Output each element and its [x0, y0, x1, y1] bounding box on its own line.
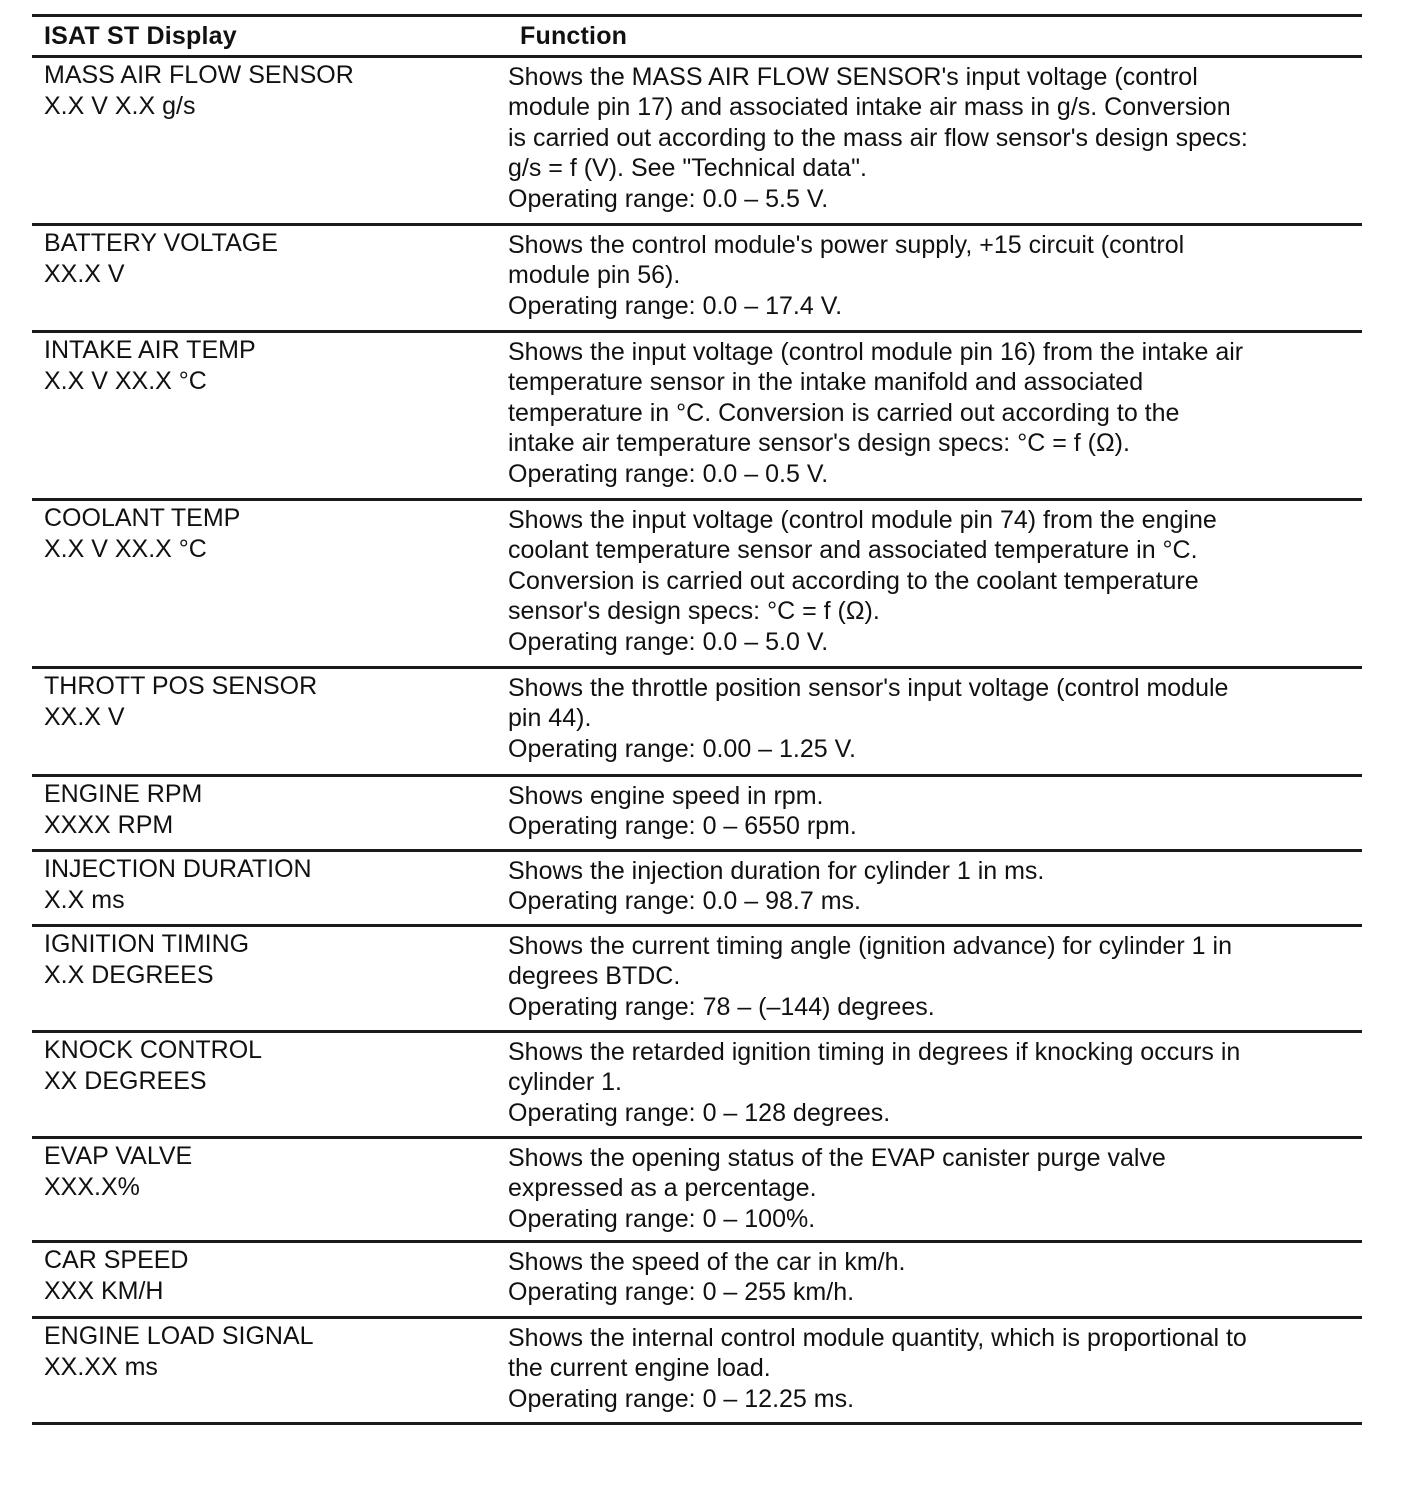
function-text-line: degrees BTDC. [508, 962, 681, 991]
function-text-line: is carried out according to the mass air flow sensor's design specs: [508, 123, 1248, 152]
function-text-line: the current engine load. [508, 1354, 771, 1383]
function-text-line: temperature in °C. Conversion is carried out according to the [508, 398, 1180, 427]
parameter-format: XX.XX ms [44, 1353, 158, 1381]
function-cell [508, 1033, 1362, 1136]
table-body [32, 58, 1362, 1425]
parameter-name: THROTT POS SENSOR [44, 672, 318, 700]
display-cell [32, 1033, 508, 1136]
parameter-format: XX.X V [44, 703, 125, 731]
table-row [32, 226, 1362, 333]
display-cell [32, 852, 508, 924]
function-text-line: Operating range: 0.00 – 1.25 V. [508, 734, 856, 763]
table-row [32, 1139, 1362, 1243]
parameter-format: XXX.X% [44, 1173, 140, 1201]
table-row [32, 1243, 1362, 1319]
display-cell [32, 777, 508, 849]
table-row [32, 1033, 1362, 1139]
function-text-line: Operating range: 0.0 – 5.0 V. [508, 627, 829, 656]
function-text-line: sensor's design specs: °C = f (Ω). [508, 597, 880, 626]
parameter-format: X.X DEGREES [44, 961, 214, 989]
function-text-line: intake air temperature sensor's design specs: °C = f (Ω). [508, 429, 1130, 458]
parameter-format: XXXX RPM [44, 811, 174, 839]
parameter-name: INTAKE AIR TEMP [44, 336, 256, 364]
function-text-line: Operating range: 78 – (–144) degrees. [508, 992, 935, 1021]
function-text-line: Operating range: 0 – 12.25 ms. [508, 1384, 855, 1413]
parameter-format: X.X ms [44, 886, 125, 914]
function-cell [508, 669, 1362, 774]
parameter-name: ENGINE RPM [44, 780, 203, 808]
function-text-line: Shows the speed of the car in km/h. [508, 1248, 906, 1276]
display-cell [32, 927, 508, 1030]
parameter-format: XX.X V [44, 260, 125, 288]
function-cell [508, 333, 1362, 498]
parameter-name: KNOCK CONTROL [44, 1036, 263, 1064]
function-text-line: Shows the injection duration for cylinder 1 in ms. [508, 857, 1045, 885]
parameter-format: X.X V X.X g/s [44, 92, 196, 120]
function-text-line: Shows the input voltage (control module pin 16) from the intake air [508, 338, 1244, 366]
function-text-line: g/s = f (V). See "Technical data". [508, 154, 867, 183]
function-text-line: Shows the input voltage (control module pin 74) from the engine [508, 506, 1217, 534]
function-text-line: Shows the control module's power supply, +15 circuit (control [508, 231, 1185, 259]
display-cell [32, 1243, 508, 1316]
table-row [32, 58, 1362, 226]
display-cell [32, 333, 508, 498]
function-text-line: Operating range: 0 – 100%. [508, 1204, 816, 1233]
function-text-line: Operating range: 0.0 – 5.5 V. [508, 184, 829, 213]
table-row [32, 777, 1362, 852]
function-text-line: Shows the MASS AIR FLOW SENSOR's input voltage (control [508, 63, 1198, 91]
table-row [32, 927, 1362, 1033]
function-text-line: Operating range: 0 – 6550 rpm. [508, 812, 857, 841]
parameter-name: MASS AIR FLOW SENSOR [44, 61, 354, 89]
function-text-line: module pin 56). [508, 261, 681, 290]
parameter-format: X.X V XX.X °C [44, 367, 207, 395]
function-cell [508, 852, 1362, 924]
function-cell [508, 226, 1362, 330]
display-cell [32, 58, 508, 223]
function-text-line: Shows the internal control module quantity, which is proportional to [508, 1324, 1247, 1352]
function-text-line: Operating range: 0.0 – 0.5 V. [508, 459, 829, 488]
parameter-format: XX DEGREES [44, 1067, 207, 1095]
function-text-line: expressed as a percentage. [508, 1174, 817, 1203]
function-text-line: module pin 17) and associated intake air mass in g/s. Conversion [508, 93, 1231, 122]
function-text-line: pin 44). [508, 704, 592, 733]
table-row [32, 852, 1362, 927]
function-cell [508, 1139, 1362, 1240]
table-row [32, 669, 1362, 777]
parameter-format: XXX KM/H [44, 1277, 164, 1305]
function-text-line: cylinder 1. [508, 1068, 622, 1097]
parameter-name: COOLANT TEMP [44, 504, 241, 532]
function-text-line: Operating range: 0.0 – 17.4 V. [508, 291, 843, 320]
function-cell [508, 777, 1362, 849]
header-function-column: Function [520, 21, 628, 50]
parameter-name: BATTERY VOLTAGE [44, 229, 278, 257]
display-cell [32, 669, 508, 774]
function-text-line: Shows the retarded ignition timing in degrees if knocking occurs in [508, 1038, 1241, 1066]
table-header-row [32, 14, 1362, 58]
function-text-line: Operating range: 0 – 255 km/h. [508, 1278, 855, 1307]
display-cell [32, 1139, 508, 1240]
display-cell [32, 226, 508, 330]
function-cell [508, 927, 1362, 1030]
isat-display-table [32, 14, 1362, 1425]
table-row [32, 1319, 1362, 1425]
function-text-line: temperature sensor in the intake manifold and associated [508, 368, 1144, 397]
header-display-column: ISAT ST Display [44, 21, 237, 50]
parameter-format: X.X V XX.X °C [44, 535, 207, 563]
function-text-line: Conversion is carried out according to the coolant temperature [508, 566, 1199, 595]
table-row [32, 501, 1362, 669]
function-text-line: Shows engine speed in rpm. [508, 782, 824, 810]
display-cell [32, 501, 508, 666]
function-text-line: Operating range: 0 – 128 degrees. [508, 1098, 891, 1127]
table-row [32, 333, 1362, 501]
function-cell [508, 1243, 1362, 1316]
function-text-line: Shows the current timing angle (ignition advance) for cylinder 1 in [508, 932, 1232, 960]
parameter-name: ENGINE LOAD SIGNAL [44, 1322, 314, 1350]
parameter-name: IGNITION TIMING [44, 930, 250, 958]
function-text-line: coolant temperature sensor and associated temperature in °C. [508, 536, 1198, 565]
function-cell [508, 501, 1362, 666]
function-text-line: Shows the throttle position sensor's input voltage (control module [508, 674, 1229, 702]
display-cell [32, 1319, 508, 1422]
function-text-line: Shows the opening status of the EVAP canister purge valve [508, 1144, 1166, 1172]
parameter-name: INJECTION DURATION [44, 855, 312, 883]
function-text-line: Operating range: 0.0 – 98.7 ms. [508, 887, 861, 916]
parameter-name: CAR SPEED [44, 1246, 189, 1274]
parameter-name: EVAP VALVE [44, 1142, 193, 1170]
function-cell [508, 58, 1362, 223]
function-cell [508, 1319, 1362, 1422]
